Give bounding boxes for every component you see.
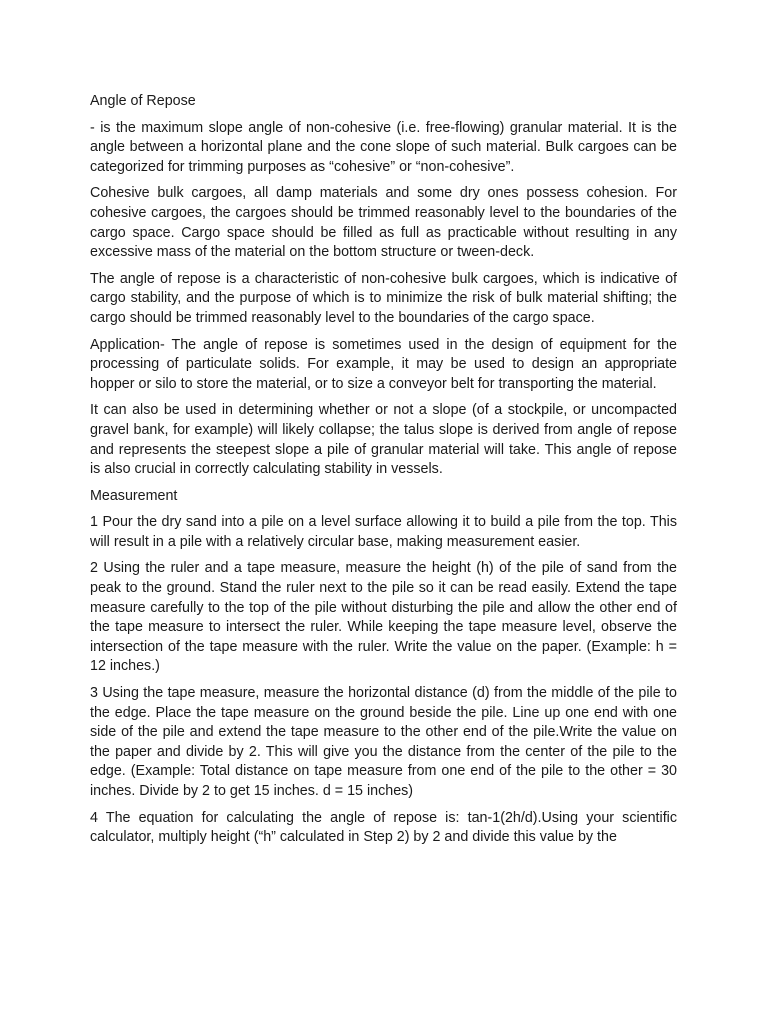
measurement-step-1: 1 Pour the dry sand into a pile on a level surface allowing it to build a pile from the top. This will result in a pile with a relatively circular base, making measurement easier.	[90, 514, 677, 550]
measurement-step-4: 4 The equation for calculating the angle of repose is: tan-1(2h/d).Using your scientific calculator, multiply height (“h” calculated in Step 2) by 2 and divide this value by the	[90, 809, 677, 846]
paragraph-cohesive: Cohesive bulk cargoes, all damp materials and some dry ones possess cohesion. For cohesive cargoes, the cargoes should be trimmed reasonably level to the boundaries of the cargo space. Cargo space should be filled as full as practicable without resulting in any excessive mass of the material on the bottom structure or tween-deck.	[90, 185, 677, 261]
document-body	[90, 92, 677, 855]
paragraph-application: Application- The angle of repose is sometimes used in the design of equipment for the processing of particulate solids. For example, it may be used to design an appropriate hopper or silo to store the material, or to size a conveyor belt for transporting the material.	[90, 336, 677, 392]
measurement-heading: Measurement	[90, 487, 178, 504]
paragraph-slope: It can also be used in determining whether or not a slope (of a stockpile, or uncompacted gravel bank, for example) will likely collapse; the talus slope is derived from angle of repose and represents the steepest slope a pile of granular material will take. This angle of repose is also crucial in correctly calculating stability in vessels.	[90, 402, 677, 478]
document-title: Angle of Repose	[90, 93, 196, 109]
paragraph-definition: - is the maximum slope angle of non-cohesive (i.e. free-flowing) granular material. It is the angle between a horizontal plane and the cone slope of such material. Bulk cargoes can be categorized for trimming purposes as “cohesive” or “non-cohesive”.	[90, 119, 677, 175]
paragraph-non-cohesive: The angle of repose is a characteristic of non-cohesive bulk cargoes, which is indicative of cargo stability, and the purpose of which is to minimize the risk of bulk material shifting; the cargo should be trimmed reasonably level to the boundaries of the cargo space.	[90, 270, 677, 326]
measurement-step-2: 2 Using the ruler and a tape measure, measure the height (h) of the pile of sand from the peak to the ground. Stand the ruler next to the pile so it can be read easily. Extend the tape measure carefully to the top of the pile without disturbing the pile and allow the other end of the tape measure to intersect the ruler. While keeping the tape measure level, observe the intersection of the tape measure with the ruler. Write the value on the paper. (Example: h = 12 inches.)	[90, 560, 677, 675]
measurement-step-3: 3 Using the tape measure, measure the horizontal distance (d) from the middle of the pile to the edge. Place the tape measure on the ground beside the pile. Line up one end with one side of the pile and extend the tape measure to the other end of the pile.Write the value on the paper and divide by 2. This will give you the distance from the center of the pile to the edge. (Example: Total distance on tape measure from one end of the pile to the other = 30 inches. Divide by 2 to get 15 inches. d = 15 inches)	[90, 685, 677, 799]
